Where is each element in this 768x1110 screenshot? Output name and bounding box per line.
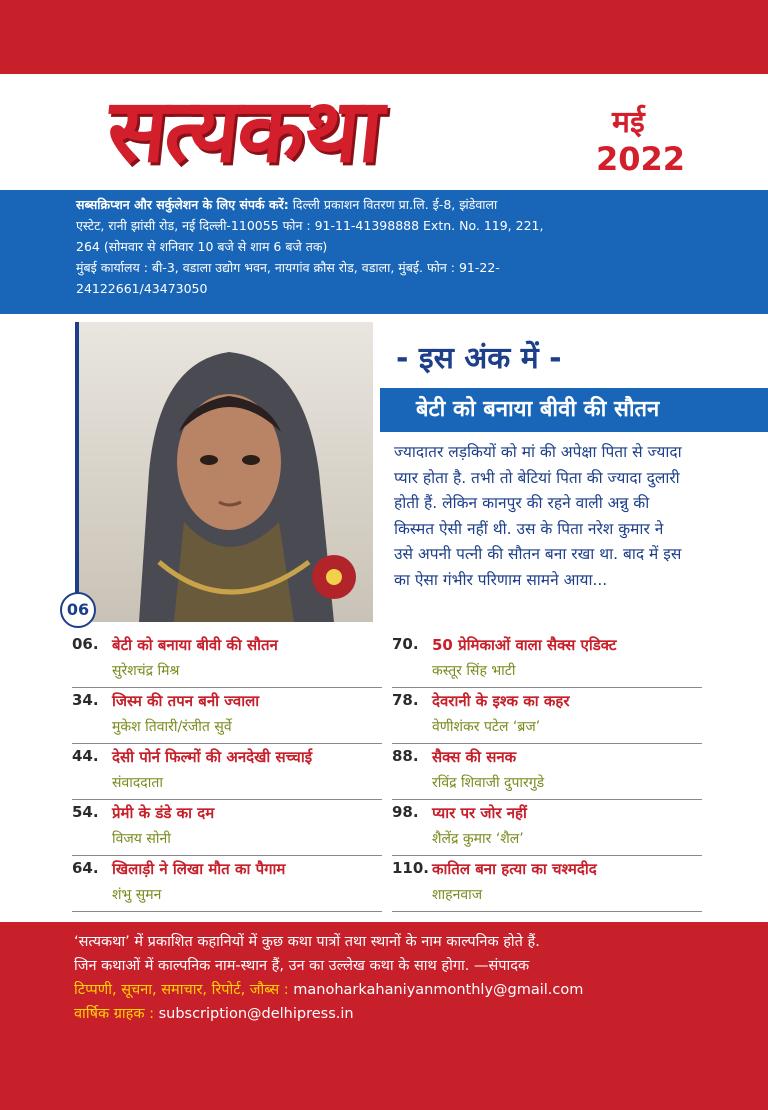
- table-of-contents: [0, 632, 768, 922]
- toc-story-title: सैक्स की सनक: [432, 748, 517, 766]
- toc-story-title: कातिल बना हत्या का चश्मदीद: [432, 860, 597, 878]
- editorial-email-link[interactable]: manoharkahaniyanmonthly@gmail.com: [293, 982, 584, 998]
- contact-lead: सब्सक्रिप्शन और सर्कुलेशन के लिए संपर्क करें:: [76, 197, 289, 212]
- toc-story-title: खिलाड़ी ने लिखा मौत का पैगाम: [112, 860, 286, 878]
- toc-page-number: 34.: [72, 691, 99, 709]
- feature-summary: ज्यादातर लड़कियों को मां की अपेक्षा पिता से ज्यादा प्यार होता है. तभी तो बेटियां पिता की ज्यादा दुलारी होती हैं. लेकिन कानपुर की रहने वाली अन्नु की किस्मत ऐसी नहीं थी. उस के पिता नरेश कुमार ने उसे अपनी पत्नी की सौतन बना रखा था. बाद में इस का ऐसा गंभीर परिणाम सामने आया...: [394, 443, 682, 589]
- masthead: [0, 74, 768, 190]
- toc-item[interactable]: [392, 800, 702, 856]
- disclaimer-line-2: जिन कथाओं में काल्पनिक नाम-स्थान हैं, उन का उल्लेख कथा के साथ होगा. —संपादक: [74, 958, 530, 974]
- toc-page-number: 54.: [72, 803, 99, 821]
- toc-page-number: 88.: [392, 747, 419, 765]
- featured-photo: [75, 322, 373, 622]
- toc-item[interactable]: [72, 856, 382, 912]
- toc-story-title: देवरानी के इश्क का कहर: [432, 692, 570, 710]
- subscription-email-link[interactable]: subscription@delhipress.in: [158, 1006, 354, 1022]
- portrait-image: [79, 322, 373, 622]
- contact-line-3: 264 (सोमवार से शनिवार 10 बजे से शाम 6 बजे तक): [76, 239, 328, 254]
- toc-story-title: प्रेमी के डंडे का दम: [112, 804, 215, 822]
- toc-story-title: जिस्म की तपन बनी ज्वाला: [112, 692, 260, 710]
- subscription-label: वार्षिक ग्राहक :: [74, 1006, 154, 1022]
- editorial-contact: [74, 978, 694, 1002]
- feature-title: बेटी को बनाया बीवी की सौतन: [380, 388, 768, 432]
- toc-author: मुकेश तिवारी/रंजीत सुर्वे: [112, 719, 232, 735]
- toc-story-title: 50 प्रेमिकाओं वाला सैक्स एडिक्ट: [432, 636, 617, 654]
- footer: [0, 922, 768, 1110]
- toc-author: शंभु सुमन: [112, 887, 162, 903]
- toc-item[interactable]: [72, 688, 382, 744]
- toc-story-title: बेटी को बनाया बीवी की सौतन: [112, 636, 278, 654]
- toc-item[interactable]: [392, 632, 702, 688]
- in-this-issue-heading: - इस अंक में -: [396, 341, 562, 376]
- contact-info: [0, 190, 768, 314]
- editorial-contact-label: टिप्पणी, सूचना, समाचार, रिपोर्ट, जौब्स :: [74, 982, 289, 998]
- toc-item[interactable]: [392, 856, 702, 912]
- contact-line-1-rest: दिल्ली प्रकाशन वितरण प्रा.लि. ई-8, झंडेवाला: [292, 197, 498, 212]
- subscription-contact: [74, 1002, 694, 1026]
- toc-author: वेणीशंकर पटेल ‘ब्रज’: [432, 719, 541, 735]
- contact-line-4: मुंबई कार्यालय : बी-3, वडाला उद्योग भवन, नायगांव क्रौस रोड, वडाला, मुंबई. फोन : 91-22-: [76, 260, 500, 275]
- issue-month: मई: [612, 105, 645, 140]
- issue-year: 2022: [596, 140, 686, 178]
- toc-author: रविंद्र शिवाजी दुपारगुडे: [432, 775, 545, 791]
- toc-page-number: 06.: [72, 635, 99, 653]
- featured-story: [0, 314, 768, 626]
- toc-right-column: [392, 632, 702, 912]
- contact-line-5: 24122661/43473050: [76, 281, 208, 296]
- toc-left-column: [72, 632, 382, 912]
- toc-author: सुरेशचंद्र मिश्र: [112, 663, 180, 679]
- toc-page-number: 64.: [72, 859, 99, 877]
- toc-item[interactable]: [72, 744, 382, 800]
- toc-page-number: 110.: [392, 859, 430, 877]
- toc-page-number: 44.: [72, 747, 99, 765]
- toc-author: विजय सोनी: [112, 831, 171, 847]
- toc-author: कस्तूर सिंह भाटी: [432, 663, 516, 679]
- toc-story-title: देसी पोर्न फिल्मों की अनदेखी सच्चाई: [112, 748, 313, 766]
- toc-item[interactable]: [392, 744, 702, 800]
- toc-author: शैलेंद्र कुमार ‘शैल’: [432, 831, 524, 847]
- contact-line-2: एस्टेट, रानी झांसी रोड, नई दिल्ली-110055 फोन : 91-11-41398888 Extn. No. 119, 221,: [76, 218, 544, 233]
- page-number-badge: 06: [60, 592, 96, 628]
- top-red-band: [0, 0, 768, 74]
- magazine-logo: सत्यकथा: [102, 78, 387, 182]
- toc-item[interactable]: [392, 688, 702, 744]
- toc-page-number: 70.: [392, 635, 419, 653]
- toc-author: संवाददाता: [112, 775, 163, 791]
- toc-item[interactable]: [72, 800, 382, 856]
- disclaimer-line-1: ‘सत्यकथा’ में प्रकाशित कहानियों में कुछ कथा पात्रों तथा स्थानों के नाम काल्पनिक होते हैं.: [74, 934, 540, 950]
- toc-story-title: प्यार पर जोर नहीं: [432, 804, 527, 822]
- toc-page-number: 98.: [392, 803, 419, 821]
- contact-line-1: [76, 194, 692, 215]
- toc-item[interactable]: [72, 632, 382, 688]
- toc-author: शाहनवाज: [432, 887, 483, 903]
- toc-page-number: 78.: [392, 691, 419, 709]
